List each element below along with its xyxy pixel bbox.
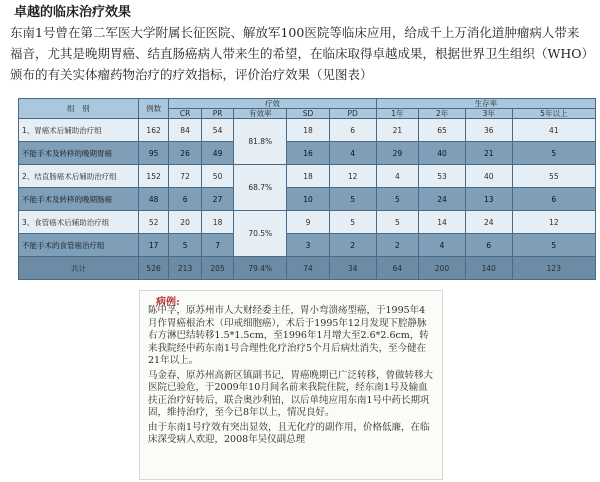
header-y3: 3年 — [465, 109, 512, 119]
cell-rate: 81.8% — [234, 119, 287, 165]
cell-pr: 27 — [201, 188, 234, 211]
cell-y5: 12 — [512, 211, 595, 234]
header-cr: CR — [169, 109, 202, 119]
cell-y1: 4 — [376, 165, 419, 188]
cell-pd: 12 — [329, 165, 376, 188]
article-title: 卓越的临床治疗效果 — [14, 5, 132, 20]
cell-sd: 10 — [287, 188, 330, 211]
cell-cases: 526 — [138, 257, 168, 280]
cell-cases: 52 — [138, 211, 168, 234]
cell-sd: 3 — [287, 234, 330, 257]
table-row — [19, 165, 596, 188]
header-survival: 生存率 — [376, 99, 595, 109]
cell-y2: 53 — [419, 165, 466, 188]
cell-y3: 36 — [465, 119, 512, 142]
cell-pr: 49 — [201, 142, 234, 165]
cell-rate: 79.4% — [234, 257, 287, 280]
cell-cr: 6 — [169, 188, 202, 211]
cell-pd: 2 — [329, 234, 376, 257]
header-rate: 有效率 — [234, 109, 287, 119]
cell-group: 共计 — [19, 257, 139, 280]
cell-y3: 24 — [465, 211, 512, 234]
cell-cr: 213 — [169, 257, 202, 280]
case-paragraph-1: 陈中孚，原苏州市人大财经委主任，胃小弯溃疡型癌，于1995年4月作胃癌根治术（印戒细胞癌），术后于1995年12月发现下腔静脉右方淋巴结转移1.5*1.5cm，至1996年1月增大至2.6*2.6cm，转来我院经中药东南1号合理性化疗治疗5个月后病灶消失，至今健在21年以上。 — [148, 305, 429, 366]
cell-y1: 29 — [376, 142, 419, 165]
case-paragraph-2: 马金春，原苏州高新区镇副书记，胃癌晚期已广泛转移，曾做转移大医院已验危，于2009年10月间名前来我院住院，经东南1号及输血扶正治疗好转后，联合奥沙利铂，以后单纯应用东南1号中药长期巩固，维持治疗，至今已8年以上，情况良好。 — [148, 369, 434, 418]
table-row-total — [19, 257, 596, 280]
cell-y2: 40 — [419, 142, 466, 165]
cell-y3: 140 — [465, 257, 512, 280]
cell-y1: 64 — [376, 257, 419, 280]
cell-y5: 6 — [512, 188, 595, 211]
cell-y5: 123 — [512, 257, 595, 280]
cell-sd: 16 — [287, 142, 330, 165]
clipping-heading: 病例: — [156, 297, 180, 308]
cell-group: 1、胃癌术后辅助治疗组 — [19, 119, 139, 142]
header-y1: 1年 — [376, 109, 419, 119]
header-pd: PD — [329, 109, 376, 119]
table-row — [19, 188, 596, 211]
cell-cr: 72 — [169, 165, 202, 188]
cell-sd: 9 — [287, 211, 330, 234]
cell-cases: 17 — [138, 234, 168, 257]
cell-pd: 5 — [329, 211, 376, 234]
cell-y5: 55 — [512, 165, 595, 188]
cell-cr: 84 — [169, 119, 202, 142]
efficacy-table-wrapper — [18, 98, 596, 280]
table-row — [19, 142, 596, 165]
cell-group: 2、结直肠癌术后辅助治疗组 — [19, 165, 139, 188]
cell-y5: 5 — [512, 234, 595, 257]
cell-pr: 7 — [201, 234, 234, 257]
table-row — [19, 119, 596, 142]
cell-sd: 18 — [287, 165, 330, 188]
article-paragraph: 东南1号曾在第二军医大学附属长征医院、解放军100医院等临床应用，给成千上万消化道肿瘤病人带来福音，尤其是晚期胃癌、结直肠癌病人带来生的希望，在临床取得卓越成果，根据世界卫生组织（WHO）颁布的有关实体瘤药物治疗的疗效指标，评价治疗效果（见图表） — [10, 25, 588, 82]
header-efficacy: 疗效 — [169, 99, 376, 109]
cell-cr: 20 — [169, 211, 202, 234]
cell-y2: 65 — [419, 119, 466, 142]
cell-cases: 152 — [138, 165, 168, 188]
cell-cases: 95 — [138, 142, 168, 165]
cell-pr: 54 — [201, 119, 234, 142]
cell-cases: 162 — [138, 119, 168, 142]
table-row — [19, 234, 596, 257]
cell-y1: 5 — [376, 188, 419, 211]
cell-sd: 18 — [287, 119, 330, 142]
cell-group: 3、食管癌术后辅助治疗组 — [19, 211, 139, 234]
efficacy-table — [18, 98, 596, 280]
header-cases: 例数 — [138, 99, 168, 119]
cell-pd: 34 — [329, 257, 376, 280]
cell-pr: 18 — [201, 211, 234, 234]
cell-y1: 21 — [376, 119, 419, 142]
cell-group: 不能手术及转移的晚期肠癌 — [19, 188, 139, 211]
cell-y2: 4 — [419, 234, 466, 257]
cell-cr: 26 — [169, 142, 202, 165]
cell-y5: 5 — [512, 142, 595, 165]
header-pr: PR — [201, 109, 234, 119]
cell-rate: 68.7% — [234, 165, 287, 211]
cell-y1: 2 — [376, 234, 419, 257]
clipping-body — [148, 305, 434, 447]
table-row — [19, 211, 596, 234]
cell-y3: 13 — [465, 188, 512, 211]
case-clipping — [140, 291, 442, 479]
cell-pr: 50 — [201, 165, 234, 188]
cell-sd: 74 — [287, 257, 330, 280]
cell-pr: 205 — [201, 257, 234, 280]
header-sd: SD — [287, 109, 330, 119]
cell-rate: 70.5% — [234, 211, 287, 257]
cell-pd: 4 — [329, 142, 376, 165]
cell-cr: 5 — [169, 234, 202, 257]
cell-pd: 5 — [329, 188, 376, 211]
cell-y2: 14 — [419, 211, 466, 234]
cell-y2: 24 — [419, 188, 466, 211]
cell-y5: 41 — [512, 119, 595, 142]
cell-y3: 21 — [465, 142, 512, 165]
header-group: 组 别 — [19, 99, 139, 119]
cell-group: 不能手术及转移的晚期胃癌 — [19, 142, 139, 165]
cell-y3: 6 — [465, 234, 512, 257]
case-paragraph-3: 由于东南1号疗效有突出显效，且无化疗的副作用，价格低廉，在临床深受病人欢迎，2008年吴仪副总理 — [148, 421, 430, 445]
header-y2: 2年 — [419, 109, 466, 119]
cell-pd: 6 — [329, 119, 376, 142]
cell-y3: 40 — [465, 165, 512, 188]
cell-group: 不能手术的食管癌治疗组 — [19, 234, 139, 257]
cell-cases: 48 — [138, 188, 168, 211]
cell-y1: 5 — [376, 211, 419, 234]
header-y5: 5年以上 — [512, 109, 595, 119]
cell-y2: 200 — [419, 257, 466, 280]
